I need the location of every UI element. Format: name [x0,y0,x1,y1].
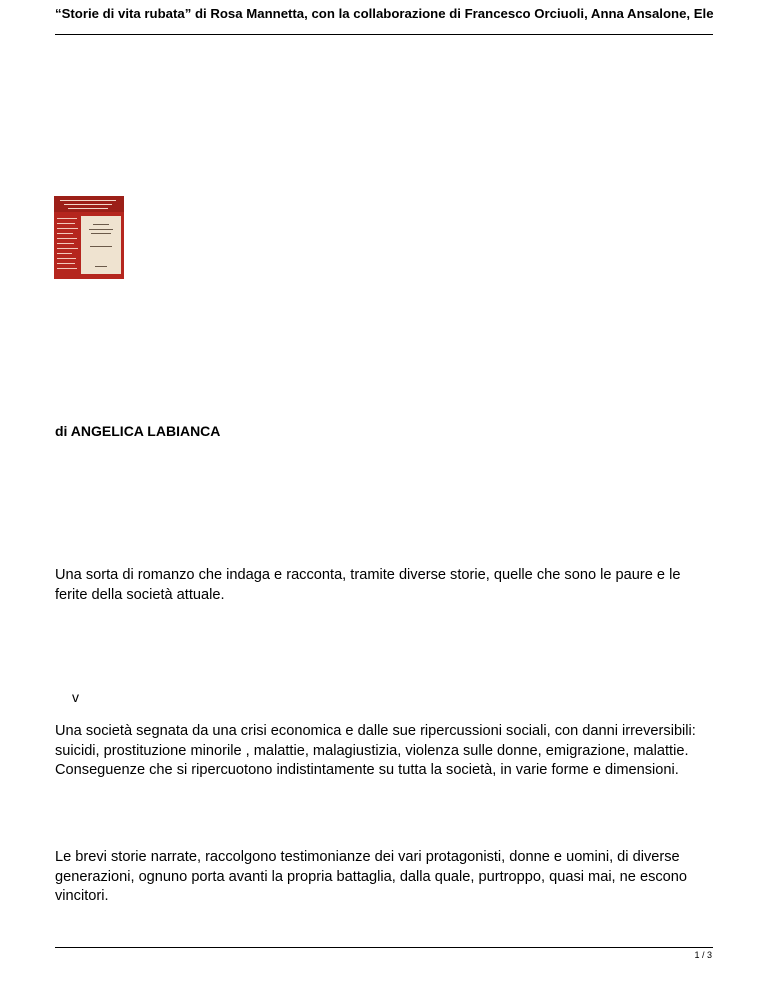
page-number: 1 / 3 [694,950,712,960]
poster-banner-line [68,208,108,209]
poster-text-line [57,233,73,234]
poster-text-line [57,243,74,244]
cover-title-line [89,229,113,230]
header-divider [55,34,713,35]
poster-text-line [57,253,72,254]
page-header-title: “Storie di vita rubata” di Rosa Mannetta, con la collaborazione di Francesco Orciuoli, Anna Ansalone, Ele [55,6,714,21]
article-author: di ANGELICA LABIANCA [55,423,221,439]
article-paragraph: Una sorta di romanzo che indaga e racconta, tramite diverse storie, quelle che sono le paure e le ferite della società attuale. [55,567,681,603]
poster-text-line [57,268,77,269]
poster-text-line [57,263,75,264]
cover-title-line [93,224,109,225]
footer-divider [55,947,713,948]
poster-text-line [57,223,75,224]
poster-text-line [57,218,77,219]
article-paragraph: Una società segnata da una crisi economica e dalle sue ripercussioni sociali, con danni irreversibili: suicidi, prostituzione minorile , malattie, malagiustizia, violenza sulle donne, emigrazione, malattie. Conseguenze che si ripercuotono indistintamente su tutta la società, in varie forme e dimensioni. [55,723,696,778]
poster-banner-line [60,200,116,201]
poster-text-line [57,238,77,239]
event-poster-image[interactable] [54,196,124,279]
cover-text-line [95,266,107,267]
poster-text-line [57,248,78,249]
book-cover-image [81,216,121,274]
article-paragraph: Le brevi storie narrate, raccolgono testimonianze dei vari protagonisti, donne e uomini, di diverse generazioni, ognuno porta avanti la propria battaglia, dalla quale, purtroppo, quasi mai, ne escono vincitori. [55,849,688,904]
poster-text-line [57,258,76,259]
cover-text-line [90,246,112,247]
poster-banner-line [64,204,112,205]
stray-character: v [72,689,79,705]
cover-title-line [91,233,111,234]
poster-text-line [57,228,78,229]
